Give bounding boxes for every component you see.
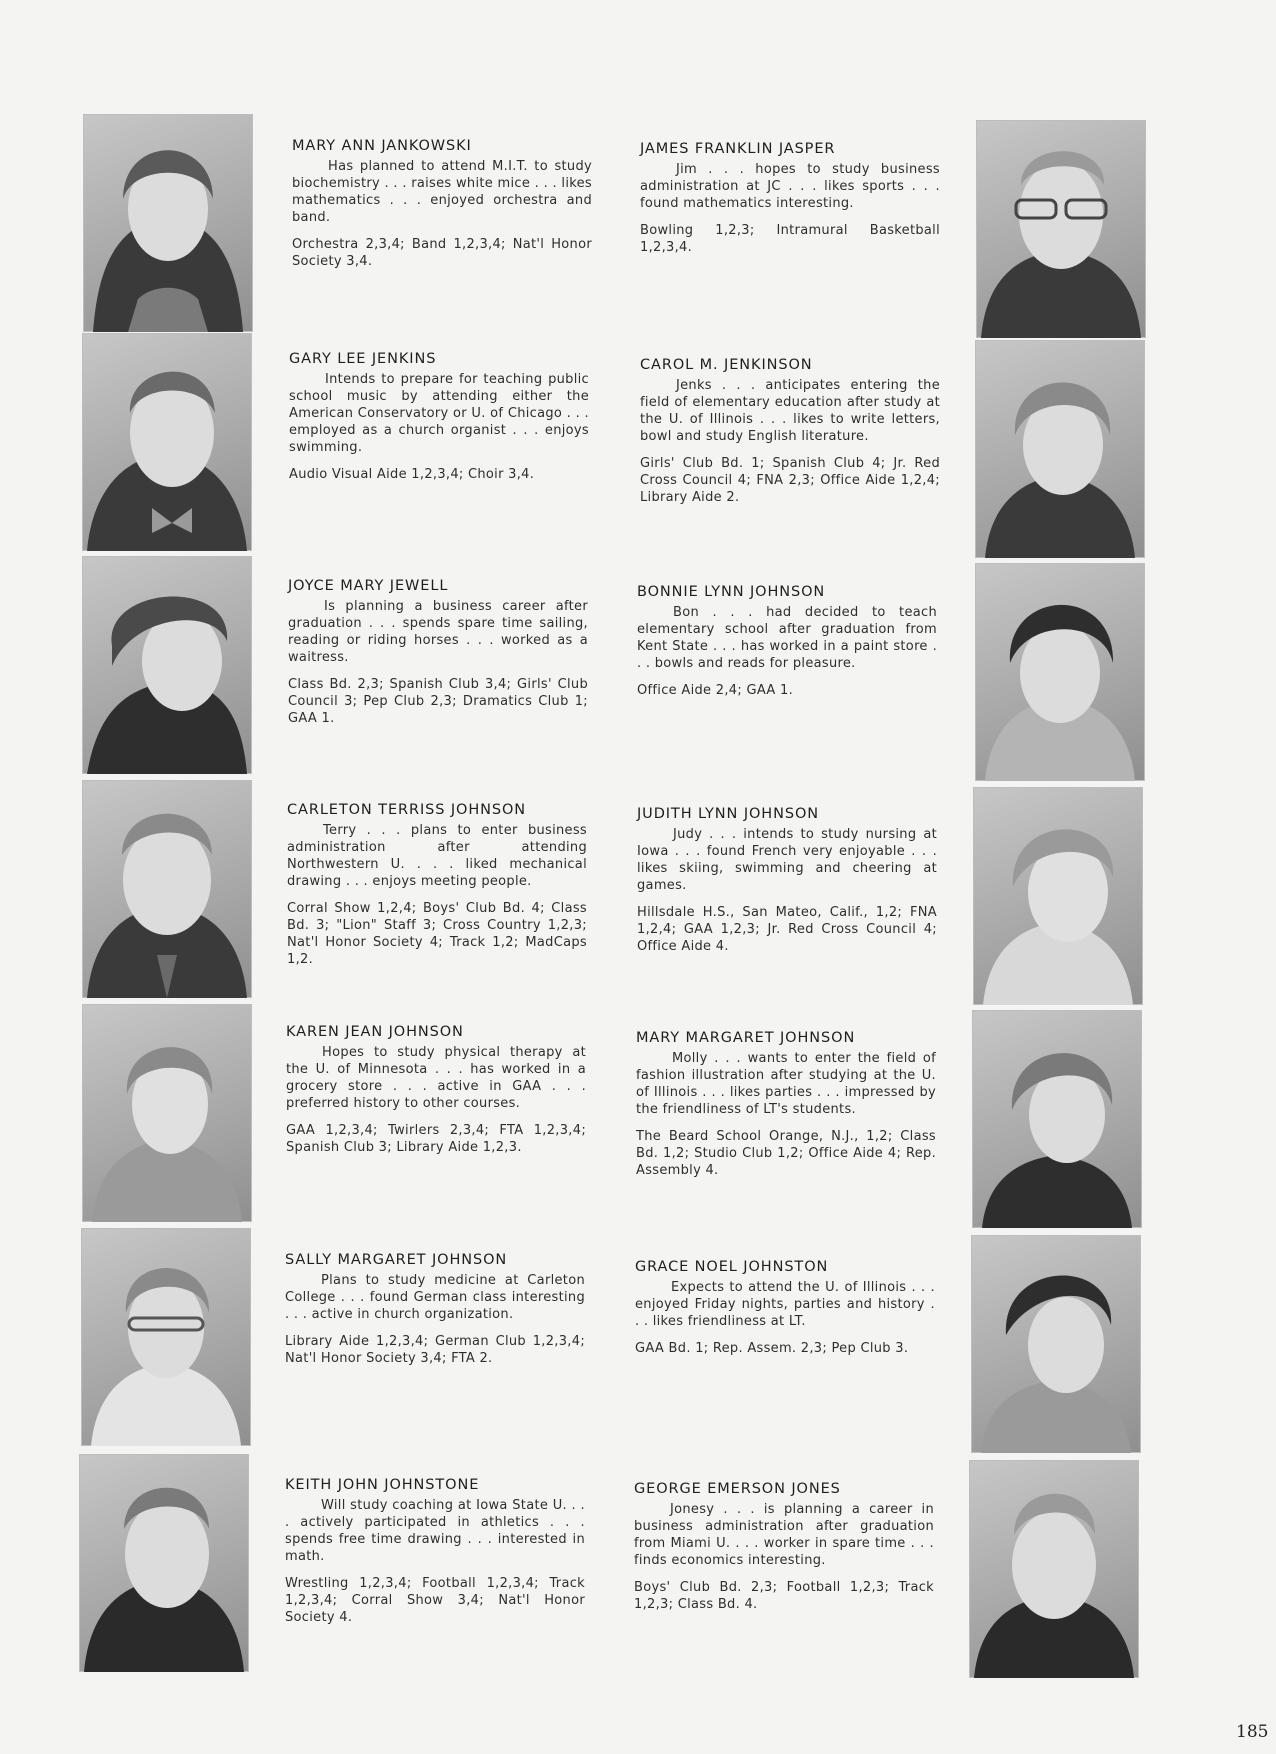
student-name: GARY LEE JENKINS	[289, 351, 437, 367]
student-bio: Bon . . . had decided to teach elementary school after graduation from Kent State . . . has worked in a paint store . . . bowls and reads for pleasure.	[637, 605, 937, 671]
student-entry	[640, 357, 940, 506]
student-name: JUDITH LYNN JOHNSON	[637, 806, 820, 822]
portrait-photo	[973, 787, 1143, 1005]
student-name: GRACE NOEL JOHNSTON	[635, 1259, 829, 1275]
portrait-photo	[969, 1460, 1139, 1678]
portrait-photo	[83, 114, 253, 332]
student-name: CARLETON TERRISS JOHNSON	[287, 802, 527, 818]
student-bio: Will study coaching at Iowa State U. . . . actively participated in athletics . . . spends free time drawing . . . interested in math.	[285, 1498, 585, 1564]
student-name: BONNIE LYNN JOHNSON	[637, 584, 826, 600]
portrait-photo	[82, 556, 252, 774]
student-bio: Is planning a business career after graduation . . . spends spare time sailing, reading or riding horses . . . worked as a waitress.	[288, 599, 588, 665]
portrait-photo	[82, 1004, 252, 1222]
student-activities: Class Bd. 2,3; Spanish Club 3,4; Girls' Club Council 3; Pep Club 2,3; Dramatics Club 1; GAA 1.	[288, 677, 588, 726]
student-entry	[286, 1024, 586, 1156]
student-bio: Terry . . . plans to enter business administration after attending Northwestern U. . . . liked mechanical drawing . . . enjoys meeting people.	[287, 823, 587, 889]
student-activities: Office Aide 2,4; GAA 1.	[637, 683, 794, 698]
student-entry	[287, 802, 587, 968]
student-bio: Molly . . . wants to enter the field of fashion illustration after studying at the U. of Illinois . . . likes parties . . . impressed by the friendliness of LT's students.	[636, 1051, 936, 1117]
student-name: JOYCE MARY JEWELL	[288, 578, 449, 594]
student-entry	[636, 1030, 936, 1179]
portrait-photo	[976, 120, 1146, 338]
student-name: JAMES FRANKLIN JASPER	[640, 141, 836, 157]
student-entry	[640, 141, 940, 256]
student-bio: Intends to prepare for teaching public school music by attending either the American Conservatory or U. of Chicago . . . employed as a church organist . . . enjoys swimming.	[289, 372, 589, 455]
student-activities: Hillsdale H.S., San Mateo, Calif., 1,2; FNA 1,2,4; GAA 1,2,3; Jr. Red Cross Council 4; Office Aide 4.	[637, 905, 937, 954]
student-bio: Plans to study medicine at Carleton College . . . found German class interesting . . . active in church organization.	[285, 1273, 585, 1322]
student-entry	[635, 1259, 935, 1357]
portrait-photo	[972, 1010, 1142, 1228]
student-activities: Audio Visual Aide 1,2,3,4; Choir 3,4.	[289, 467, 535, 482]
portrait-photo	[79, 1454, 249, 1672]
student-name: KEITH JOHN JOHNSTONE	[285, 1477, 480, 1493]
student-entry	[288, 578, 588, 727]
student-bio: Jenks . . . anticipates entering the field of elementary education after study at the U. of Illinois . . . likes to write letters, bowl and study English literature.	[640, 378, 940, 444]
page-number: 185	[1236, 1722, 1269, 1742]
portrait-photo	[975, 340, 1145, 558]
student-entry	[637, 584, 937, 699]
student-name: GEORGE EMERSON JONES	[634, 1481, 841, 1497]
portrait-photo	[81, 1228, 251, 1446]
student-entry	[285, 1477, 585, 1626]
student-activities: Corral Show 1,2,4; Boys' Club Bd. 4; Class Bd. 3; "Lion" Staff 3; Cross Country 1,2,3; Nat'l Honor Society 4; Track 1,2; MadCaps 1,2.	[287, 901, 587, 967]
portrait-photo	[82, 333, 252, 551]
student-entry	[285, 1252, 585, 1367]
student-activities: Bowling 1,2,3; Intramural Basketball 1,2,3,4.	[640, 223, 940, 255]
portrait-photo	[82, 780, 252, 998]
student-entry	[637, 806, 937, 955]
student-activities: Girls' Club Bd. 1; Spanish Club 4; Jr. Red Cross Council 4; FNA 2,3; Office Aide 1,2,4; Library Aide 2.	[640, 456, 940, 505]
portrait-photo	[975, 563, 1145, 781]
student-activities: Library Aide 1,2,3,4; German Club 1,2,3,4; Nat'l Honor Society 3,4; FTA 2.	[285, 1334, 585, 1366]
student-activities: The Beard School Orange, N.J., 1,2; Class Bd. 1,2; Studio Club 1,2; Office Aide 4; Rep. Assembly 4.	[636, 1129, 936, 1178]
student-bio: Hopes to study physical therapy at the U. of Minnesota . . . has worked in a grocery store . . . active in GAA . . . preferred history to other courses.	[286, 1045, 586, 1111]
student-bio: Expects to attend the U. of Illinois . . . enjoyed Friday nights, parties and history . . . likes friendliness at LT.	[635, 1280, 935, 1329]
student-activities: Boys' Club Bd. 2,3; Football 1,2,3; Track 1,2,3; Class Bd. 4.	[634, 1580, 934, 1612]
student-activities: Orchestra 2,3,4; Band 1,2,3,4; Nat'l Honor Society 3,4.	[292, 237, 592, 269]
student-name: SALLY MARGARET JOHNSON	[285, 1252, 508, 1268]
student-name: MARY ANN JANKOWSKI	[292, 138, 472, 154]
student-name: MARY MARGARET JOHNSON	[636, 1030, 856, 1046]
student-bio: Has planned to attend M.I.T. to study biochemistry . . . raises white mice . . . likes mathematics . . . enjoyed orchestra and band.	[292, 159, 592, 225]
student-entry	[292, 138, 592, 270]
student-activities: GAA Bd. 1; Rep. Assem. 2,3; Pep Club 3.	[635, 1341, 909, 1356]
portrait-photo	[971, 1235, 1141, 1453]
student-bio: Jonesy . . . is planning a career in business administration after graduation from Miami U. . . . worker in spare time . . . finds economics interesting.	[634, 1502, 934, 1568]
student-bio: Jim . . . hopes to study business administration at JC . . . likes sports . . . found mathematics interesting.	[640, 162, 940, 211]
student-entry	[634, 1481, 934, 1613]
student-bio: Judy . . . intends to study nursing at Iowa . . . found French very enjoyable . . . likes skiing, swimming and cheering at games.	[637, 827, 937, 893]
student-activities: Wrestling 1,2,3,4; Football 1,2,3,4; Track 1,2,3,4; Corral Show 3,4; Nat'l Honor Society 4.	[285, 1576, 585, 1625]
student-name: KAREN JEAN JOHNSON	[286, 1024, 464, 1040]
student-name: CAROL M. JENKINSON	[640, 357, 813, 373]
student-activities: GAA 1,2,3,4; Twirlers 2,3,4; FTA 1,2,3,4; Spanish Club 3; Library Aide 1,2,3.	[286, 1123, 586, 1155]
student-entry	[289, 351, 589, 483]
